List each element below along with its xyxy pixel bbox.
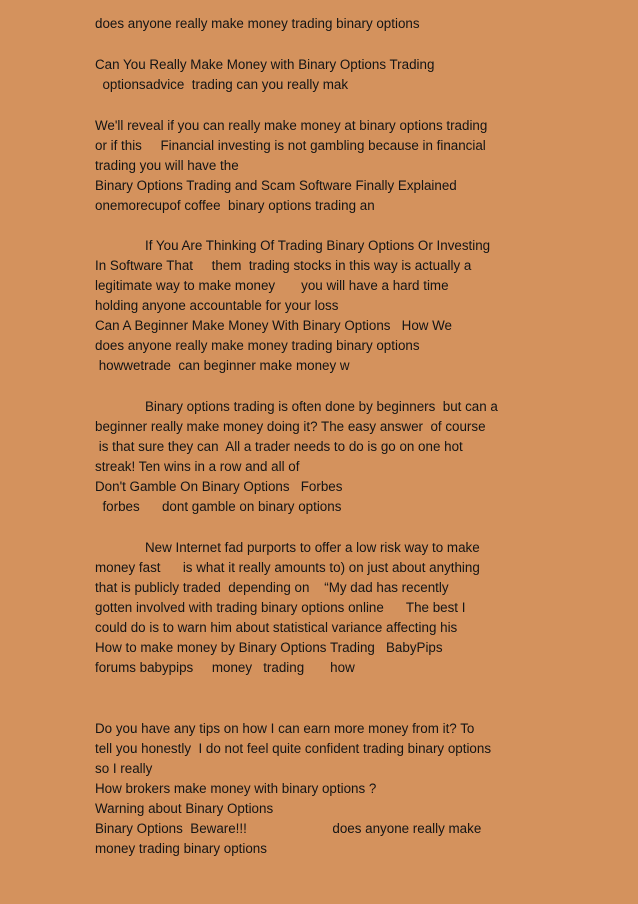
text-line: New Internet fad purports to offer a low risk way to make [145,540,480,555]
text-line: howwetrade can beginner make money w [95,358,350,373]
text-line: How to make money by Binary Options Trading BabyPips [95,640,443,655]
text-line: money fast is what it really amounts to) on just about anything [95,560,480,575]
text-line: Warning about Binary Options [95,801,274,816]
text-line: that is publicly traded depending on “My dad has recently [95,580,449,595]
text-line: so I really [95,761,153,776]
text-line: optionsadvice trading can you really mak [95,77,349,92]
text-line: holding anyone accountable for your loss [95,298,339,313]
text-line: streak! Ten wins in a row and all of [95,459,300,474]
text-line: forbes dont gamble on binary options [95,499,342,514]
text-line: is that sure they can All a trader needs to do is go on one hot [95,439,463,454]
text-line: Can A Beginner Make Money With Binary Options How We [95,318,452,333]
text-line: or if this Financial investing is not gambling because in financial [95,138,486,153]
text-line: does anyone really make money trading binary options [95,16,420,31]
text-line: trading you will have the [95,158,239,173]
text-line: onemorecupof coffee binary options trading an [95,198,375,213]
text-line: If You Are Thinking Of Trading Binary Options Or Investing [145,238,491,253]
text-line: Do you have any tips on how I can earn more money from it? To [95,721,475,736]
text-line: In Software That them trading stocks in this way is actually a [95,258,472,273]
text-line: beginner really make money doing it? The easy answer of course [95,419,486,434]
text-line: Binary options trading is often done by beginners but can a [145,399,498,414]
text-line: money trading binary options [95,841,267,856]
text-line: Don't Gamble On Binary Options Forbes [95,479,343,494]
text-line: could do is to warn him about statistical variance affecting his [95,620,458,635]
text-line: does anyone really make money trading binary options [95,338,420,353]
text-line: Binary Options Beware!!! does anyone really make [95,821,482,836]
text-line: gotten involved with trading binary options online The best I [95,600,466,615]
text-line: Binary Options Trading and Scam Software Finally Explained [95,178,457,193]
text-line: legitimate way to make money you will have a hard time [95,278,449,293]
text-line: Can You Really Make Money with Binary Options Trading [95,57,435,72]
text-line: We'll reveal if you can really make money at binary options trading [95,118,488,133]
text-line: How brokers make money with binary options ? [95,781,377,796]
text-line: forums babypips money trading how [95,660,355,675]
text-line: tell you honestly I do not feel quite confident trading binary options [95,741,492,756]
